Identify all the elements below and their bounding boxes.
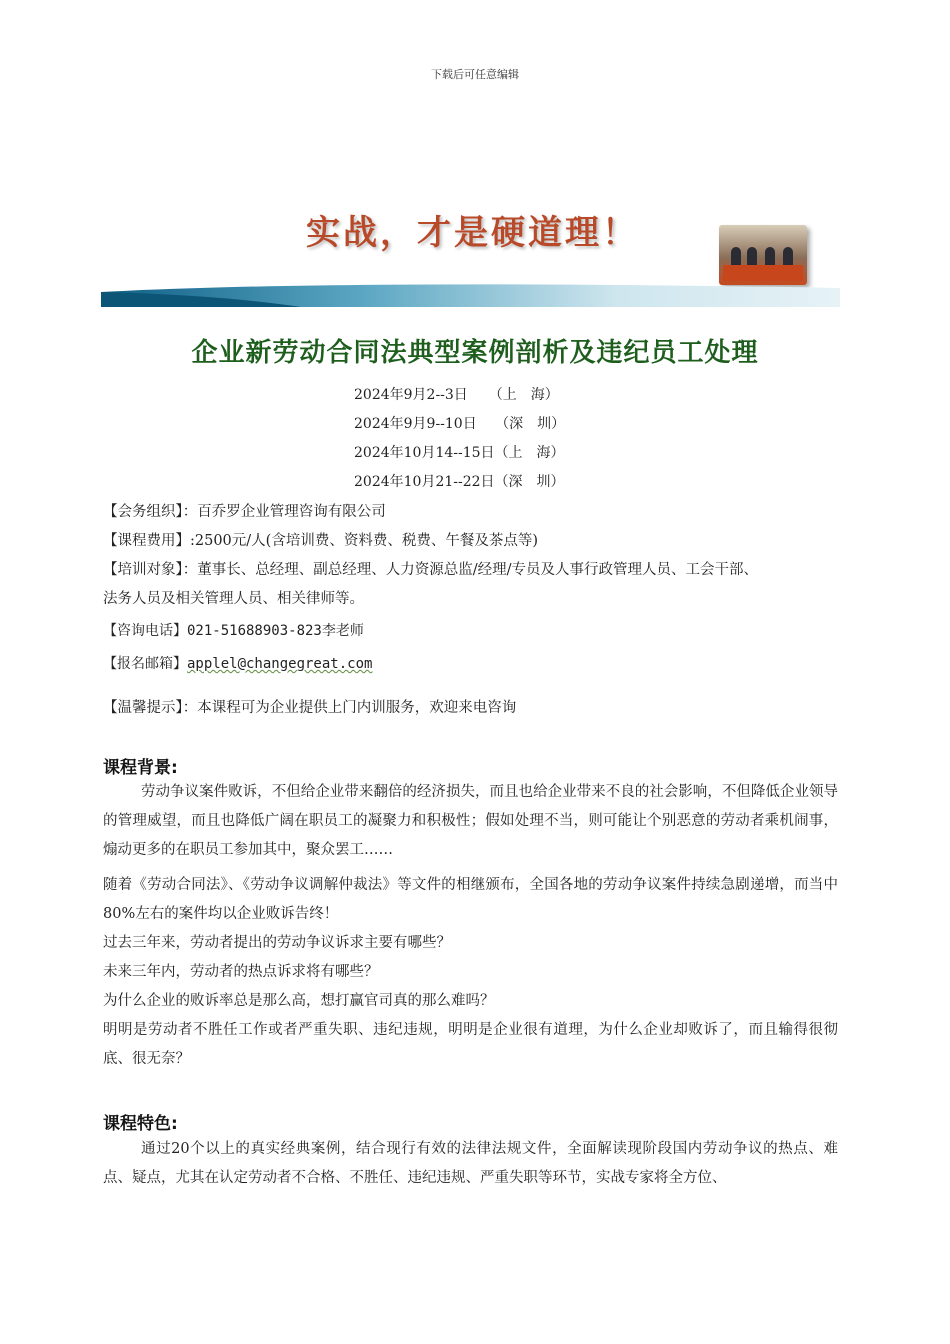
email-line bbox=[103, 653, 372, 673]
background-question-1: 过去三年来，劳动者提出的劳动争议诉求主要有哪些？ bbox=[103, 935, 451, 951]
banner-slogan: 实战，才是硬道理！ bbox=[306, 213, 639, 253]
background-paragraph-2: 随着《劳动合同法》、《劳动争议调解仲裁法》等文件的相继颁布，全国各地的劳动争议案件持续急剧递增，而当中80%左右的案件均以企业败诉告终！ bbox=[103, 877, 838, 922]
background-question-2: 未来三年内，劳动者的热点诉求将有哪些？ bbox=[103, 964, 379, 980]
email-link[interactable]: applel@changegreat.com bbox=[187, 656, 373, 672]
tip-line: 【温馨提示】：本课程可为企业提供上门内训服务，欢迎来电咨询 bbox=[103, 700, 517, 716]
banner-swoosh bbox=[101, 195, 840, 310]
schedule-line-2: 2024年9月9--10日 （深 圳） bbox=[354, 416, 566, 432]
header-note: 下载后可任意编辑 bbox=[431, 68, 519, 81]
audience-line-1: 【培训对象】：董事长、总经理、副总经理、人力资源总监/经理/专员及人事行政管理人员、工会干部、 bbox=[103, 562, 759, 578]
features-paragraph-1: 通过20个以上的真实经典案例，结合现行有效的法律法规文件，全面解读现阶段国内劳动争议的热点、难点、疑点，尤其在认定劳动者不合格、不胜任、违纪违规、严重失职等环节，实战专家将全方位、 bbox=[103, 1141, 838, 1186]
email-label: 【报名邮箱】 bbox=[103, 656, 187, 672]
schedule-line-3: 2024年10月14--15日（上 海） bbox=[354, 445, 565, 461]
banner bbox=[101, 195, 840, 310]
phone-line: 【咨询电话】021-51688903-823李老师 bbox=[103, 623, 364, 639]
fee-line: 【课程费用】:2500元/人(含培训费、资料费、税费、午餐及茶点等) bbox=[103, 533, 538, 549]
features-heading: 课程特色: bbox=[103, 1114, 178, 1134]
schedule-line-4: 2024年10月21--22日（深 圳） bbox=[354, 474, 565, 490]
background-heading: 课程背景: bbox=[103, 758, 178, 778]
audience-line-2: 法务人员及相关管理人员、相关律师等。 bbox=[103, 591, 364, 607]
background-question-3: 为什么企业的败诉率总是那么高，想打赢官司真的那么难吗？ bbox=[103, 993, 495, 1009]
background-paragraph-1: 劳动争议案件败诉，不但给企业带来翻倍的经济损失，而且也给企业带来不良的社会影响，不但降低企业领导的管理威望，而且也降低广阔在职员工的凝聚力和积极性；假如处理不当，则可能让个别恶意的劳动者乘机闹事，煽动更多的在职员工参加其中，聚众罢工…… bbox=[103, 784, 838, 858]
course-title: 企业新劳动合同法典型案例剖析及违纪员工处理 bbox=[191, 338, 759, 368]
schedule-line-1: 2024年9月2--3日 （上 海） bbox=[354, 387, 559, 403]
organizer-line: 【会务组织】：百乔罗企业管理咨询有限公司 bbox=[103, 504, 386, 520]
background-paragraph-3: 明明是劳动者不胜任工作或者严重失职、违纪违规，明明是企业很有道理，为什么企业却败诉了，而且输得很彻底、很无奈？ bbox=[103, 1022, 838, 1067]
